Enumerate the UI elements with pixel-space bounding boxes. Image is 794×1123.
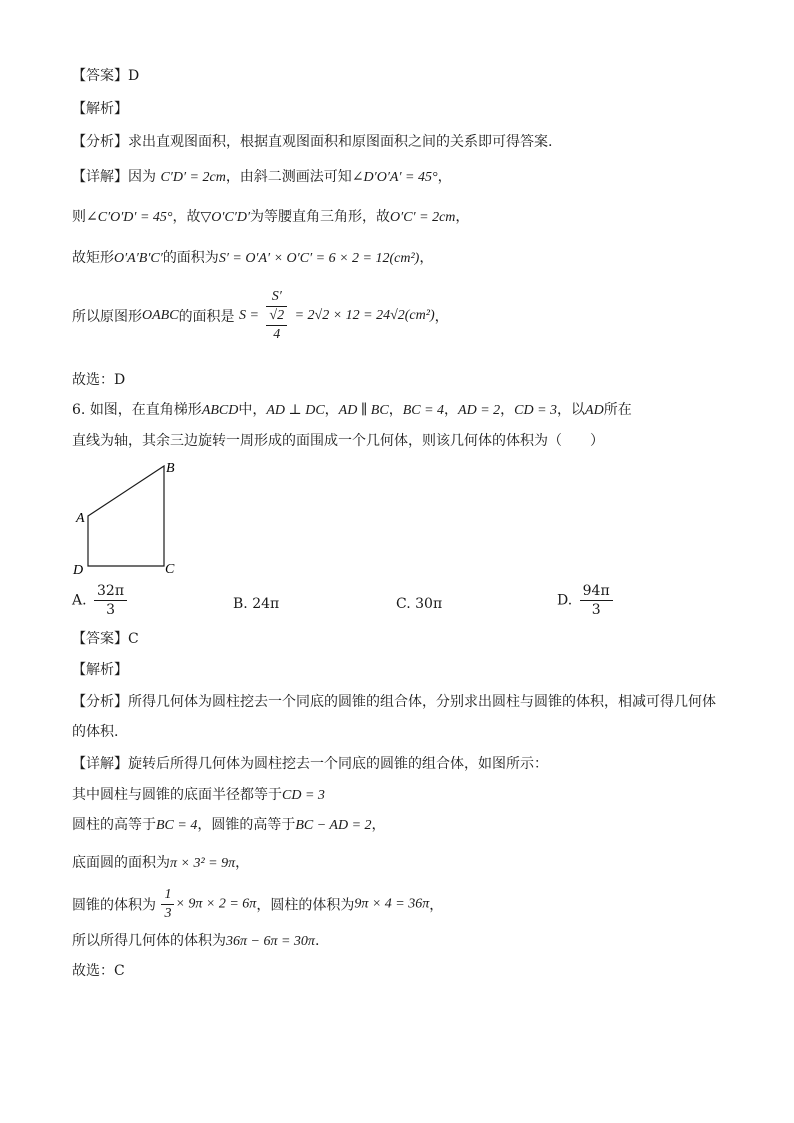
- text-span: ，故: [172, 209, 201, 225]
- text-span: ，: [235, 855, 250, 871]
- vertex-label-d: D: [73, 563, 84, 578]
- math-expr: ∠C′O′D′ = 45°: [86, 210, 173, 225]
- fraction-numerator: 32π: [94, 582, 127, 601]
- option-value: 24π: [252, 596, 280, 612]
- fraction-denominator: [266, 307, 287, 344]
- xiangjie2-line-1: [72, 754, 548, 774]
- analysis-heading: [72, 99, 128, 119]
- xiangjie-line-3: [72, 248, 433, 269]
- text-span: ，: [429, 897, 444, 914]
- trapezoid-figure: [68, 456, 188, 580]
- question-line-1: [72, 400, 632, 421]
- choose-line: [72, 370, 125, 390]
- analysis-tag: 【解析】: [72, 662, 128, 678]
- text-span: ，以: [557, 402, 586, 418]
- question-line-2: [72, 431, 604, 451]
- option-letter: C.: [396, 596, 411, 612]
- text-span: ，: [434, 309, 449, 325]
- text-span: ，由斜二测画法可知: [225, 169, 352, 185]
- question-number: 6.: [72, 402, 86, 418]
- math-expr: OABC: [142, 308, 179, 323]
- answer-value: C: [128, 631, 139, 647]
- math-expr: BC = 4: [156, 818, 198, 833]
- vertex-label-b: B: [166, 461, 175, 476]
- math-expr: BC − AD = 2: [295, 818, 372, 833]
- math-expr: = 2√2 × 12 = 24√2(cm²): [294, 308, 435, 323]
- fraction: [161, 886, 174, 923]
- math-expr: 9π × 4 = 36π: [354, 896, 430, 912]
- math-expr: C′D′ = 2cm: [160, 170, 226, 185]
- math-expr: S =: [239, 308, 259, 323]
- math-expr: × 9π × 2 = 6π: [175, 896, 257, 912]
- math-expr: O′C′ = 2cm: [390, 210, 456, 225]
- answer-tag: 【答案】: [72, 68, 128, 84]
- fraction-denominator: 3: [591, 602, 601, 618]
- text-span: 直线为轴，其余三边旋转一周形成的面围成一个几何体，则该几何体的体积为（ ）: [72, 433, 604, 449]
- fenxi-tag: 【分析】: [72, 694, 128, 710]
- xiangjie2-line-2: [72, 785, 325, 806]
- trapezoid-shape: [88, 466, 164, 566]
- fraction-numerator: 94π: [580, 582, 613, 601]
- math-expr: AD ⊥ DC: [266, 403, 325, 418]
- analysis-tag: 【解析】: [72, 101, 128, 117]
- math-expr: AD ∥ BC: [338, 403, 389, 418]
- text-span: .: [314, 933, 320, 949]
- text-span: 的面积为: [162, 250, 219, 266]
- xiangjie-tag: 【详解】: [72, 756, 128, 772]
- text-span: 的面积是: [178, 309, 235, 325]
- text-span: 圆锥的体积为: [72, 897, 156, 914]
- math-expr: 36π − 6π = 30π: [226, 934, 315, 949]
- xiangjie2-line-5: [72, 886, 443, 923]
- math-expr: ▽O′C′D′: [200, 210, 251, 225]
- fraction-numerator: S′: [266, 288, 287, 307]
- text-span: 中，: [238, 402, 267, 418]
- answer-line: [72, 629, 139, 649]
- text-span: 所以原图形: [72, 309, 142, 325]
- xiangjie-line-1: [72, 167, 452, 188]
- text-span: 因为: [128, 169, 156, 185]
- text-span: 旋转后所得几何体为圆柱挖去一个同底的圆锥的组合体，如图所示：: [128, 756, 548, 772]
- answer-tag: 【答案】: [72, 631, 128, 647]
- option-c: [396, 594, 442, 614]
- math-expr: ABCD: [201, 403, 239, 418]
- xiangjie2-line-3: [72, 815, 386, 836]
- fraction-denominator: 3: [164, 906, 172, 921]
- option-b: [233, 594, 279, 614]
- text-span: ，: [500, 402, 515, 418]
- fraction-denominator: 3: [106, 602, 115, 618]
- fenxi-line-1: [72, 692, 716, 712]
- fraction-numerator: √2: [266, 307, 287, 326]
- fraction-numerator: 1: [161, 886, 174, 905]
- text-span: ，: [419, 250, 434, 266]
- text-span: 为等腰直角三角形，故: [250, 209, 391, 225]
- vertex-label-a: A: [76, 511, 85, 526]
- option-value: 30π: [415, 596, 443, 612]
- text-span: 如图，在直角梯形: [89, 402, 202, 418]
- option-d: [557, 582, 616, 619]
- math-expr: CD = 3: [514, 403, 558, 418]
- text-span: ，: [371, 817, 386, 833]
- xiangjie2-line-6: [72, 931, 319, 952]
- choose-text: 故选：D: [72, 372, 126, 388]
- fraction: [580, 582, 613, 619]
- answer-value: D: [128, 68, 140, 84]
- text-span: 其中圆柱与圆锥的底面半径都等于: [72, 787, 282, 803]
- text-span: ，圆锥的高等于: [197, 817, 296, 833]
- option-letter: B.: [233, 596, 248, 612]
- text-span: 底面圆的面积为: [72, 855, 170, 871]
- text-span: ，: [388, 402, 403, 418]
- vertex-label-c: C: [165, 562, 175, 577]
- fraction-denominator: 4: [273, 327, 281, 342]
- fenxi-text: 所得几何体为圆柱挖去一个同底的圆锥的组合体，分别求出圆柱与圆锥的体积，相减可得几何体: [128, 694, 716, 710]
- option-letter: A.: [72, 592, 87, 609]
- text-span: 所以所得几何体的体积为: [72, 933, 226, 949]
- math-expr: AD: [585, 403, 604, 418]
- answer-line: [72, 66, 139, 86]
- fraction: [266, 307, 287, 344]
- xiangjie-line-2: [72, 207, 469, 228]
- analysis-heading: [72, 660, 128, 680]
- option-a: [72, 582, 130, 619]
- math-expr: BC = 4: [402, 403, 445, 418]
- fenxi-text: 的体积.: [72, 724, 119, 740]
- option-letter: D.: [557, 592, 573, 609]
- text-span: ，: [444, 402, 459, 418]
- fenxi-tag: 【分析】: [72, 134, 128, 150]
- fraction: [94, 582, 127, 619]
- text-span: ，: [455, 209, 470, 225]
- math-expr: O′A′B′C′: [114, 251, 163, 266]
- text-span: ，: [324, 402, 339, 418]
- fenxi-line-2: [72, 722, 118, 742]
- math-expr: AD = 2: [458, 403, 501, 418]
- text-span: 圆柱的高等于: [72, 817, 156, 833]
- xiangjie2-line-4: [72, 853, 249, 874]
- math-expr: S′ = O′A′ × O′C′ = 6 × 2 = 12(cm²): [218, 251, 420, 266]
- choose-text: 故选：C: [72, 963, 125, 979]
- fraction: [266, 288, 287, 344]
- fenxi-line: [72, 132, 552, 152]
- xiangjie-tag: 【详解】: [72, 169, 128, 185]
- text-span: 故矩形: [72, 250, 114, 266]
- text-span: ，: [437, 169, 452, 185]
- text-span: 所在: [603, 402, 632, 418]
- math-expr: ∠D′O′A′ = 45°: [351, 170, 438, 185]
- xiangjie-line-4: [72, 288, 449, 344]
- math-expr: π × 3² = 9π: [170, 856, 236, 871]
- text-span: ，圆柱的体积为: [256, 897, 355, 914]
- fenxi-text: 求出直观图面积，根据直观图面积和原图面积之间的关系即可得答案.: [128, 134, 553, 150]
- math-expr: CD = 3: [282, 788, 325, 803]
- text-span: 则: [72, 209, 86, 225]
- choose-line: [72, 961, 125, 981]
